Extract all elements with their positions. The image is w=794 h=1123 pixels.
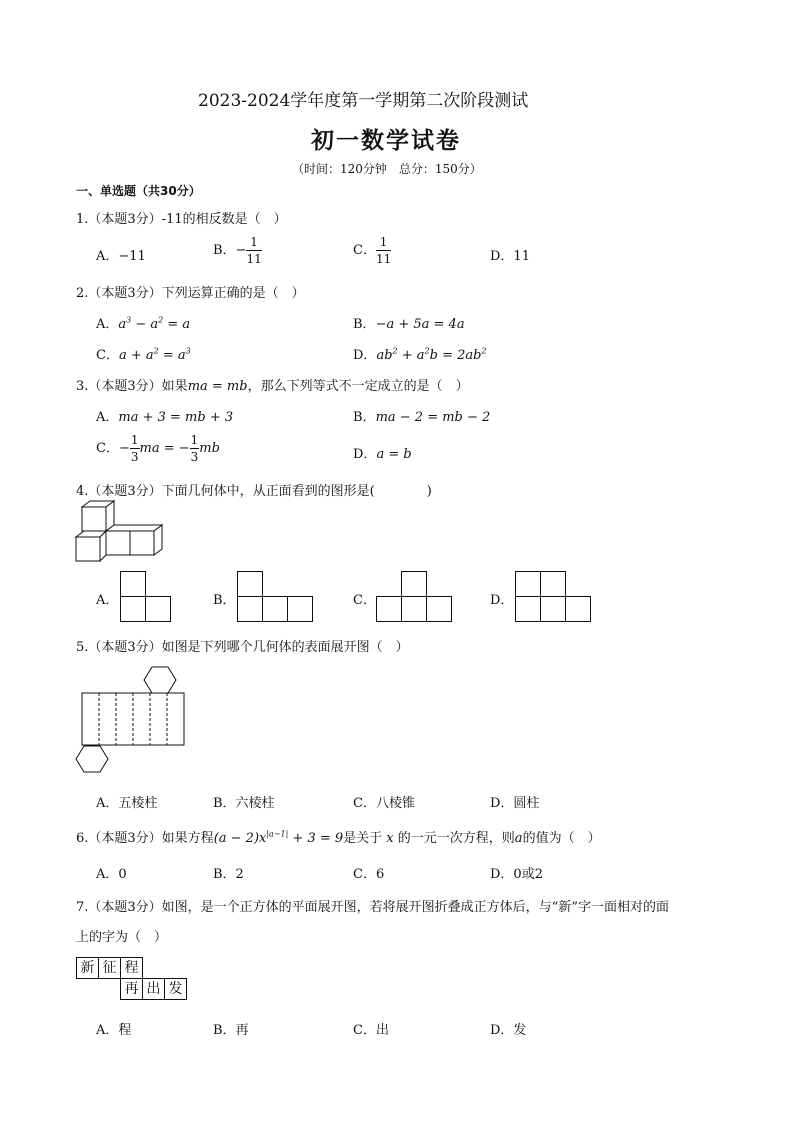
q7-option-b: B．再	[213, 1023, 249, 1038]
q4-option-d-label: D．	[490, 593, 514, 608]
q6-stem-post: 是关于	[343, 831, 383, 846]
q3-stem-pre: 3.（本题3分）如果	[76, 379, 188, 394]
q3-option-b	[353, 406, 490, 425]
q5-stem: 5.（本题3分）如图是下列哪个几何体的表面展开图（ ）	[76, 640, 409, 655]
q5-option-d: D．圆柱	[490, 796, 540, 811]
q2-option-c-formula: $a + a^2 = a^3$	[118, 346, 191, 363]
section-heading: 一、单选题（共30分）	[76, 184, 201, 198]
q3-option-c-label: C．	[96, 441, 119, 456]
q1-option-b-label: B．−	[213, 243, 247, 258]
q2-stem: 2.（本题3分）下列运算正确的是（ ）	[76, 286, 305, 301]
q6-option-a: A．0	[96, 867, 127, 882]
q3-condition: ma = mb	[187, 379, 248, 394]
q2-option-c-label: C．	[96, 348, 119, 363]
q6-stem-post3: 的值为（ ）	[522, 831, 601, 846]
q6-variable-a: a	[514, 831, 523, 846]
q6-option-d: D．0或2	[490, 867, 543, 882]
q2-option-d	[353, 344, 487, 363]
q3-option-c: C．− $\frac{1}{3}$ ma = − $\frac{1}{3}$ mb	[96, 433, 220, 464]
q2-option-b-label: B．	[353, 317, 376, 332]
q2-option-a-formula: $a^3 - a^2 = a$	[118, 315, 191, 332]
q1-option-b-fraction	[246, 236, 261, 265]
q1-option-c-fraction	[376, 236, 391, 265]
q1-stem: 1.（本题3分）-11的相反数是（ ）	[76, 212, 287, 227]
q2-option-b-formula: −a + 5a = 4a	[375, 317, 465, 332]
q3-stem-post: ，那么下列等式不一定成立的是（ ）	[247, 379, 469, 394]
net-cell: 出	[142, 978, 165, 1000]
q5-option-b: B．六棱柱	[213, 796, 275, 811]
net-cell: 新	[76, 957, 99, 979]
q4-stem: 4.（本题3分）下面几何体中，从正面看到的图形是( )	[76, 484, 432, 499]
q5-option-c: C．八棱锥	[353, 796, 415, 811]
net-cell: 征	[98, 957, 121, 979]
q1-option-c	[353, 236, 391, 265]
q3-option-a-label: A．	[96, 410, 119, 425]
q3-option-d	[353, 443, 412, 462]
q5-option-a: A．五棱柱	[96, 796, 158, 811]
q4-solid-figure	[74, 499, 164, 565]
fraction: $\frac{1}{3}$	[130, 433, 139, 464]
q7-option-d: D．发	[490, 1023, 527, 1038]
q4-option-c-label: C．	[353, 593, 376, 608]
q2-option-d-formula: $ab^2 + a^2b = 2ab^2$	[376, 346, 487, 363]
q1-option-a: A．−11	[96, 249, 146, 264]
q1-option-b	[213, 236, 262, 265]
q1-option-c-label: C．	[353, 243, 376, 258]
q3-option-a	[96, 406, 233, 425]
net-cell: 再	[120, 978, 143, 1000]
numerator: 1	[376, 236, 391, 251]
q3-stem	[76, 375, 469, 394]
q6-stem	[76, 827, 601, 846]
q3-option-d-label: D．	[353, 447, 377, 462]
numerator: 1	[246, 236, 261, 251]
exam-title: 2023-2024学年度第一学期第二次阶段测试	[198, 91, 529, 111]
paper-title: 初一数学试卷	[311, 128, 461, 154]
q6-equation: $(a - 2)x^{|a-1|} + 3 = 9$	[213, 829, 344, 846]
denominator: 11	[246, 252, 262, 266]
q3-option-a-formula: ma + 3 = mb + 3	[118, 410, 234, 425]
q3-option-b-label: B．	[353, 410, 376, 425]
q1-option-d: D．11	[490, 249, 530, 264]
denominator: 11	[375, 252, 392, 266]
q7-stem-line2: 上的字为（ ）	[76, 930, 168, 945]
q7-option-c: C．出	[353, 1023, 389, 1038]
q2-option-a	[96, 313, 190, 332]
q2-option-b	[353, 313, 465, 332]
fraction: $\frac{1}{3}$	[190, 433, 199, 464]
q7-option-a: A．程	[96, 1023, 132, 1038]
q2-option-a-label: A．	[96, 317, 119, 332]
q3-option-d-formula: a = b	[376, 447, 412, 462]
exam-info: （时间：120分钟 总分：150分）	[292, 162, 482, 176]
q2-option-d-label: D．	[353, 348, 377, 363]
q6-option-c: C．6	[353, 867, 385, 882]
net-cell: 发	[164, 978, 187, 1000]
net-cell: 程	[120, 957, 143, 979]
q7-stem-line1: 7.（本题3分）如图，是一个正方体的平面展开图，若将展开图折叠成正方体后，与“新”字一面相对的面	[76, 900, 669, 915]
q6-option-b: B．2	[213, 867, 244, 882]
q6-stem-post2: 的一元一次方程，则	[397, 831, 515, 846]
q4-option-b-label: B．	[213, 593, 236, 608]
q4-option-a-label: A．	[96, 593, 119, 608]
q5-net-figure	[74, 664, 189, 776]
q2-option-c	[96, 344, 191, 363]
q6-variable-x: x	[382, 831, 398, 846]
q6-stem-pre: 6.（本题3分）如果方程	[76, 831, 214, 846]
q3-option-b-formula: ma − 2 = mb − 2	[375, 410, 491, 425]
q7-cube-net	[76, 957, 196, 1003]
